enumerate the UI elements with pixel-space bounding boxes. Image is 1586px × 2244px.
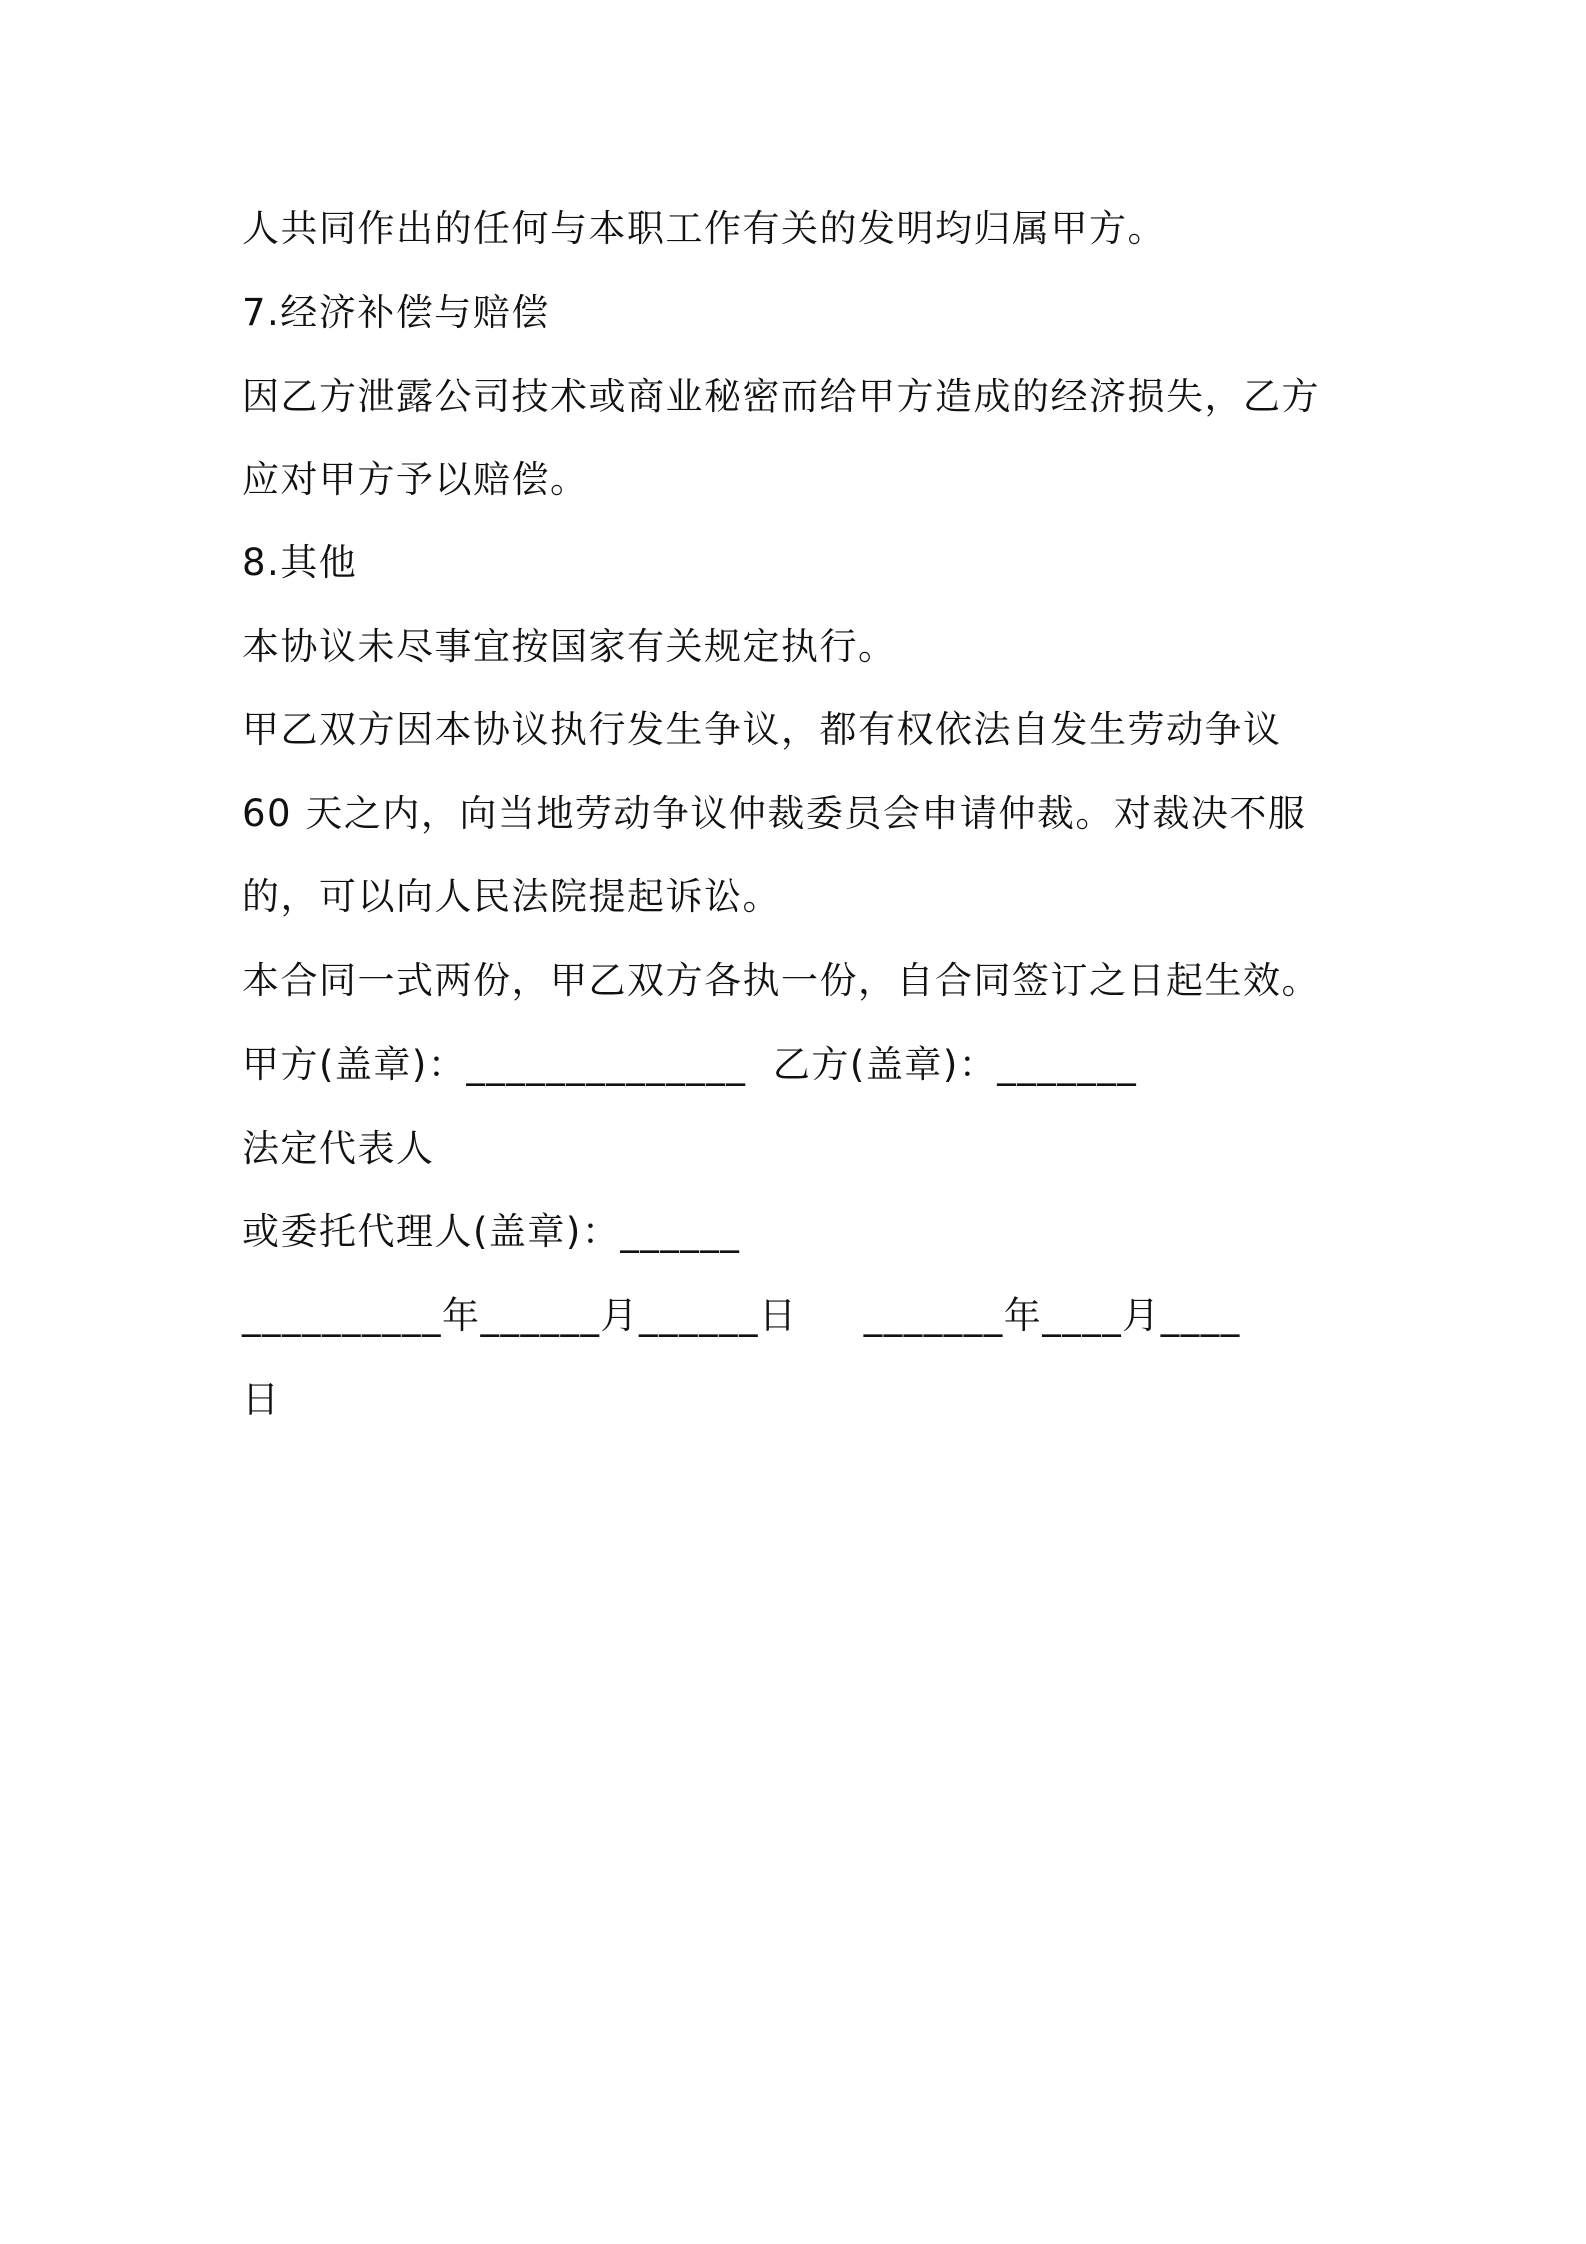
signature-date-day: 日 bbox=[242, 1378, 281, 1421]
section-heading-compensation: 7.经济补偿与赔偿 bbox=[242, 291, 550, 334]
paragraph-inventions-clause: 人共同作出的任何与本职工作有关的发明均归属甲方。 bbox=[242, 207, 1166, 250]
paragraph-dispute-line-2: 60 天之内，向当地劳动争议仲裁委员会申请仲裁。对裁决不服 bbox=[242, 792, 1307, 835]
paragraph-dispute-line-3: 的，可以向人民法院提起诉讼。 bbox=[242, 875, 781, 918]
signature-seal-line: 甲方(盖章)：______________ 乙方(盖章)：_______ bbox=[242, 1043, 1138, 1086]
section-heading-other: 8.其他 bbox=[242, 541, 358, 584]
legal-representative-label: 法定代表人 bbox=[242, 1127, 435, 1170]
paragraph-compensation-line-1: 因乙方泄露公司技术或商业秘密而给甲方造成的经济损失，乙方 bbox=[242, 375, 1320, 418]
authorized-agent-line: 或委托代理人(盖章)：______ bbox=[242, 1210, 741, 1253]
paragraph-other-line-1: 本协议未尽事宜按国家有关规定执行。 bbox=[242, 625, 897, 668]
paragraph-copies-effective: 本合同一式两份，甲乙双方各执一份，自合同签订之日起生效。 bbox=[242, 959, 1320, 1002]
signature-date-line: __________年______月______日 _______年____月____ bbox=[242, 1294, 1241, 1337]
paragraph-dispute-line-1: 甲乙双方因本协议执行发生争议，都有权依法自发生劳动争议 bbox=[242, 708, 1282, 751]
paragraph-compensation-line-2: 应对甲方予以赔偿。 bbox=[242, 458, 589, 501]
